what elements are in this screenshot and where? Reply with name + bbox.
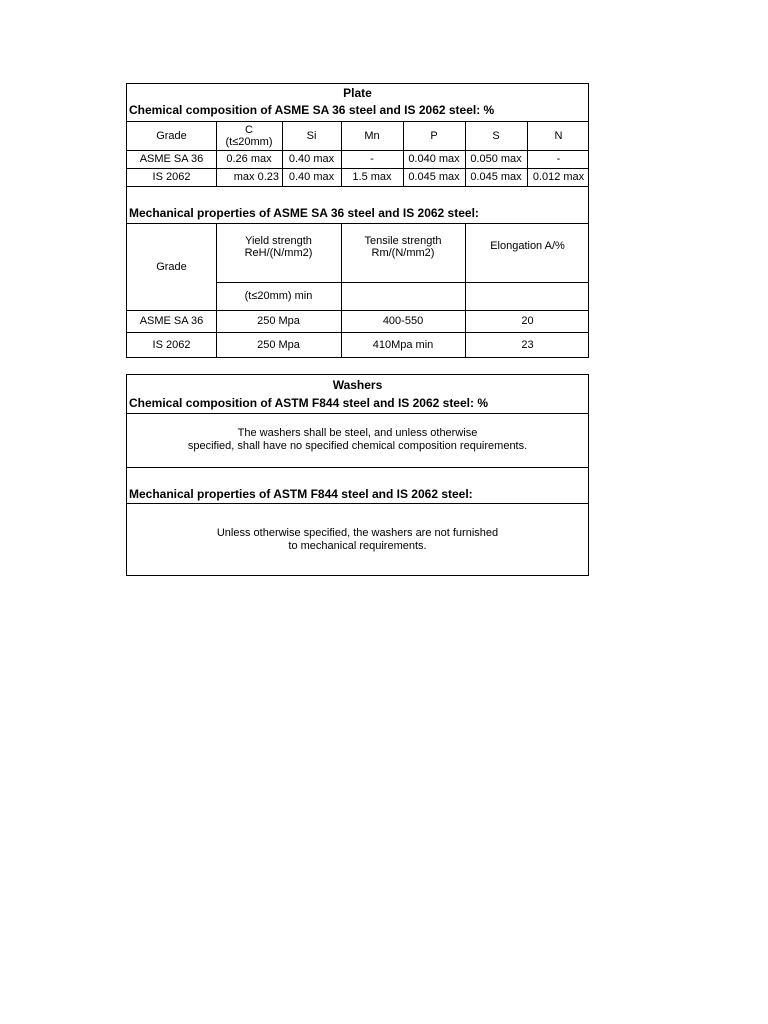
mech-header-elongation: Elongation A/% [490, 240, 565, 252]
table-cell: 20 [521, 315, 534, 327]
table-cell: 0.040 max [408, 153, 460, 165]
table-cell: - [370, 153, 374, 165]
table-cell: ASME SA 36 [139, 153, 204, 165]
plate-table [126, 83, 589, 358]
washers-table [126, 374, 589, 576]
washers-chemical-note-line1: The washers shall be steel, and unless otherwise [237, 427, 478, 439]
mech-header-tensile: Tensile strength Rm/(N/mm2) [364, 235, 442, 259]
table-cell: max 0.23 [233, 171, 279, 183]
divider [127, 413, 588, 414]
mech-header-grade: Grade [156, 260, 187, 273]
plate-title: Plate [343, 86, 372, 100]
chem-header-si: Si [306, 129, 317, 142]
table-cell: 0.050 max [470, 153, 522, 165]
plate-mechanical-heading: Mechanical properties of ASME SA 36 steel and IS 2062 steel: [129, 206, 479, 220]
table-cell: 0.26 max [226, 153, 272, 165]
table-cell: 0.40 max [288, 171, 335, 183]
divider [127, 467, 588, 468]
table-cell: 0.012 max [532, 171, 585, 183]
table-cell: 0.045 max [470, 171, 522, 183]
table-cell: 400-550 [382, 315, 424, 327]
plate-chemical-heading: Chemical composition of ASME SA 36 steel and IS 2062 steel: % [129, 103, 495, 117]
table-cell: ASME SA 36 [139, 315, 204, 327]
table-cell: IS 2062 [152, 338, 191, 351]
divider [127, 186, 588, 187]
table-cell: 410Mpa min [372, 338, 434, 351]
washers-chemical-heading: Chemical composition of ASTM F844 steel and IS 2062 steel: % [129, 396, 488, 410]
chem-header-s: S [492, 129, 500, 142]
mech-header-yield: Yield strength ReH/(N/mm2) [244, 235, 313, 259]
table-cell: 250 Mpa [257, 315, 300, 327]
chem-header-c: C (t≤20mm) [225, 123, 273, 148]
table-cell: 1.5 max [352, 171, 392, 183]
washers-mechanical-note-line1: Unless otherwise specified, the washers are not furnished [216, 527, 499, 539]
divider [127, 503, 588, 504]
chem-header-n: N [554, 129, 563, 142]
washers-chemical-note-line2: specified, shall have no specified chemical composition requirements. [187, 440, 528, 452]
chem-header-p: P [430, 129, 438, 142]
washers-mechanical-note-line2: to mechanical requirements. [288, 540, 427, 552]
washers-title: Washers [332, 378, 383, 392]
washers-mechanical-heading: Mechanical properties of ASTM F844 steel and IS 2062 steel: [129, 487, 473, 501]
table-cell: 250 Mpa [257, 338, 300, 351]
chem-header-mn: Mn [364, 129, 380, 142]
table-cell: - [556, 153, 561, 165]
chem-header-grade: Grade [156, 129, 187, 142]
mech-header-yield-sub: (t≤20mm) min [244, 290, 313, 302]
table-cell: 0.40 max [288, 153, 335, 165]
table-cell: IS 2062 [152, 171, 191, 183]
table-cell: 23 [521, 338, 534, 351]
table-cell: 0.045 max [408, 171, 460, 183]
